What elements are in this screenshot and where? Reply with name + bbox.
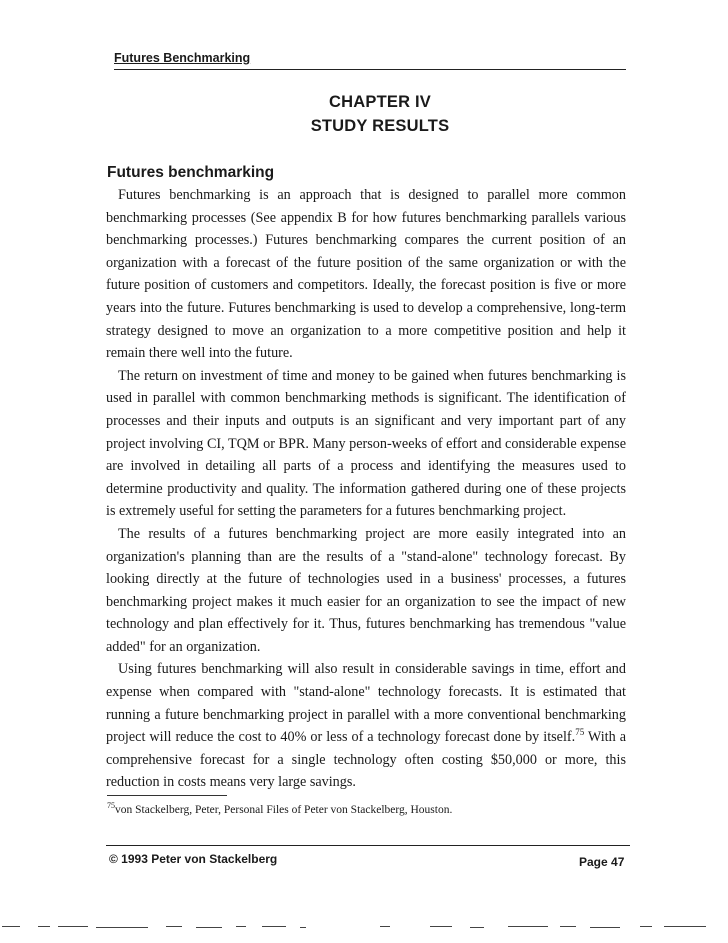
footer-page-number: Page 47 <box>579 855 625 869</box>
running-head <box>114 47 626 70</box>
paragraph-1: Futures benchmarking is an approach that is designed to parallel more common benchmarking processes (See appendix B for how futures benchmarking parallels various benchmarking processes.) Futures benchmarking compares the current position of an organization with a forecast of the future position of the same organization or with the future position of customers and competitors. Ideally, the forecast position is five or more years into the future. Futures benchmarking is used to develop a comprehensive, long-term strategy designed to move an organization to a more competitive position and help it remain there well into the future. <box>106 187 626 362</box>
footnote <box>107 801 453 816</box>
running-head-title: Futures Benchmarking <box>114 51 251 65</box>
paragraph-2: The return on investment of time and money to be gained when futures benchmarking is used in parallel with common benchmarking methods is significant. The identification of processes and their inputs and outputs is an significant and very important part of any project involving CI, TQM or BPR. Many person-weeks of effort and considerable expense are involved in detailing all parts of a process and identifying the measures used to determine productivity and quality. The information gathered during one of these projects is extremely useful for setting the parameters for a futures benchmarking project. <box>106 367 626 520</box>
body-text <box>106 184 626 794</box>
footnote-reference[interactable]: 75 <box>575 727 585 738</box>
scan-edge-artifact <box>0 926 728 932</box>
section-heading: Futures benchmarking <box>107 164 275 181</box>
footer-divider <box>106 845 630 846</box>
paragraph-4-text-after: With a comprehensive forecast for a single technology often costing $50,000 or more, this reduction in costs means very large savings. <box>106 729 627 791</box>
chapter-title: STUDY RESULTS <box>310 117 450 135</box>
paragraph-3: The results of a futures benchmarking project are more easily integrated into an organization's planning than are the results of a "stand-alone" technology forecast. By looking directly at the future of technologies used in a business' processes, a futures benchmarking project makes it much easier for an organization to see the impact of new technology and plan effectively for it. Thus, futures benchmarking has tremendous "value added" for an organization. <box>106 525 626 655</box>
paragraph-4 <box>106 658 626 794</box>
paragraph-4-text-before: Using futures benchmarking will also result in considerable savings in time, effort and expense when compared with "stand-alone" technology forecasts. It is estimated that running a future benchmarking project in parallel with a more conventional benchmarking project will reduce the cost to 40% or less of a technology forecast done by itself. <box>106 661 626 746</box>
footnote-number: 75 <box>107 801 115 810</box>
chapter-number: CHAPTER IV <box>329 93 431 111</box>
footer-copyright: © 1993 Peter von Stackelberg <box>109 852 278 866</box>
footnote-divider <box>107 795 227 796</box>
footnote-text: von Stackelberg, Peter, Personal Files of Peter von Stackelberg, Houston. <box>115 804 453 816</box>
